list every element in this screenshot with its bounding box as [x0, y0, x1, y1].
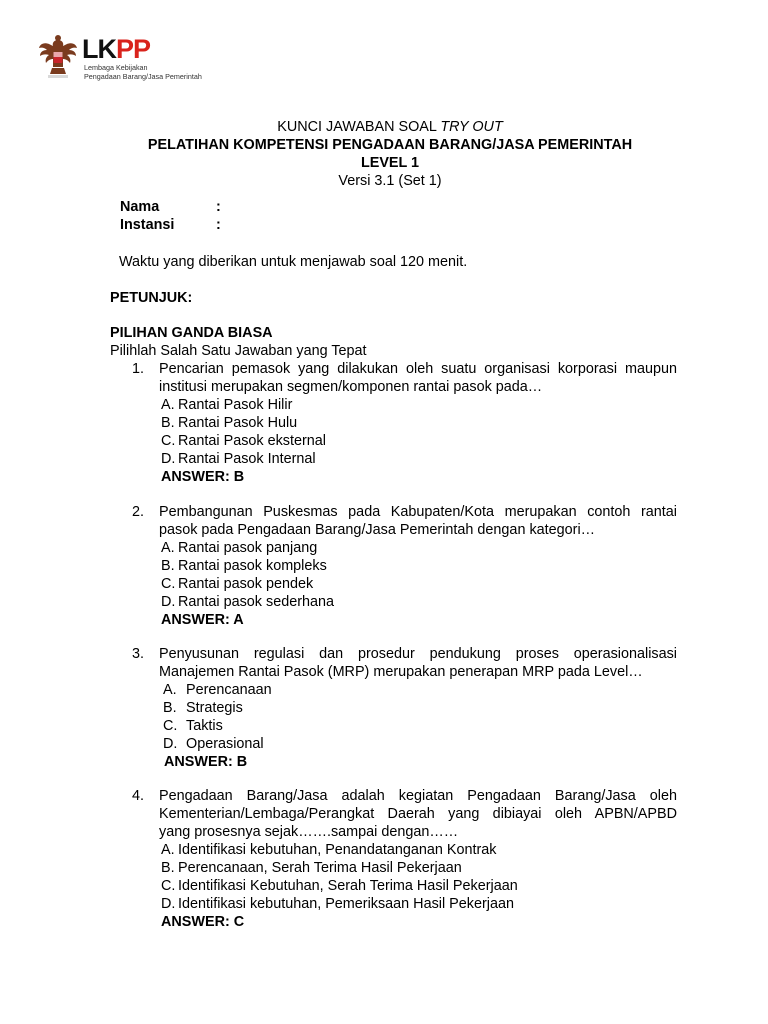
option-a: A. Perencanaan [163, 682, 272, 698]
option-d: D. Rantai pasok sederhana [161, 594, 335, 610]
section-title: PILIHAN GANDA BIASA [110, 325, 273, 341]
answer-key: ANSWER: B [164, 754, 248, 770]
option-c: C. Taktis [163, 718, 223, 734]
option-b: B. Perencanaan, Serah Terima Hasil Pekerjaan [161, 860, 462, 876]
option-a: A. Rantai pasok panjang [161, 540, 318, 556]
question-text-line: pasok pada Pengadaan Barang/Jasa Pemerintah dengan kategori… [159, 522, 596, 538]
question-number: 1. [132, 361, 145, 377]
option-b: B. Strategis [163, 700, 243, 716]
header-line-2: PELATIHAN KOMPETENSI PENGADAAN BARANG/JASA PEMERINTAH [147, 137, 633, 153]
question-4 [132, 787, 677, 931]
question-2 [132, 503, 677, 629]
options-list [161, 681, 677, 753]
name-label: Nama [120, 199, 160, 215]
option-b: B. Rantai Pasok Hulu [161, 415, 298, 431]
header-line-1: KUNCI JAWABAN SOAL TRY OUT [277, 119, 503, 135]
option-c: C. Identifikasi Kebutuhan, Serah Terima Hasil Pekerjaan [161, 878, 518, 894]
logo-wordmark: LKPP [82, 34, 151, 64]
participant-info [120, 198, 221, 234]
options-list [161, 539, 677, 611]
question-text-line: yang prosesnya sejak…….sampai dengan…… [159, 824, 459, 840]
answer-key: ANSWER: B [161, 469, 245, 485]
option-a: A. Identifikasi kebutuhan, Penandatanganan Kontrak [161, 842, 497, 858]
name-colon: : [216, 199, 221, 215]
question-text-line: Manajemen Rantai Pasok (MRP) merupakan penerapan MRP pada Level… [159, 664, 643, 680]
question-text-line: Pembangunan Puskesmas pada Kabupaten/Kota merupakan contoh rantai [159, 504, 677, 520]
header-version: Versi 3.1 (Set 1) [338, 173, 442, 189]
options-list [161, 841, 677, 913]
question-text-line: Kementerian/Lembaga/Perangkat Daerah yang dibiayai oleh APBN/APBD [159, 806, 677, 822]
section-subtitle: Pilihlah Salah Satu Jawaban yang Tepat [110, 343, 367, 359]
option-c: C. Rantai pasok pendek [161, 576, 314, 592]
question-text-line: institusi merupakan segmen/komponen rantai pasok pada… [159, 379, 543, 395]
option-a: A. Rantai Pasok Hilir [161, 397, 293, 413]
agency-colon: : [216, 217, 221, 233]
options-list [161, 396, 677, 468]
agency-row [120, 216, 221, 234]
name-row [120, 198, 221, 216]
question-text-line: Pengadaan Barang/Jasa adalah kegiatan Pengadaan Barang/Jasa oleh [159, 788, 677, 804]
option-d: D. Rantai Pasok Internal [161, 451, 316, 467]
option-c: C. Rantai Pasok eksternal [161, 433, 326, 449]
agency-label: Instansi [120, 217, 175, 233]
question-text-line: Penyusunan regulasi dan prosedur pendukung proses operasionalisasi [159, 646, 677, 662]
document-header [100, 118, 680, 190]
lkpp-logo [38, 34, 208, 82]
question-text-line: Pencarian pemasok yang dilakukan oleh suatu organisasi korporasi maupun [159, 361, 677, 377]
option-d: D. Operasional [163, 736, 264, 752]
question-number: 2. [132, 504, 145, 520]
logo-subtitle: Lembaga Kebijakan Pengadaan Barang/Jasa Pemerintah [84, 63, 202, 81]
option-d: D. Identifikasi kebutuhan, Pemeriksaan Hasil Pekerjaan [161, 896, 514, 912]
time-note: Waktu yang diberikan untuk menjawab soal 120 menit. [119, 254, 468, 270]
answer-key: ANSWER: C [161, 914, 245, 930]
answer-key: ANSWER: A [161, 612, 244, 628]
garuda-emblem-icon [38, 34, 78, 80]
instructions-heading: PETUNJUK: [110, 290, 193, 306]
question-number: 3. [132, 646, 145, 662]
option-b: B. Rantai pasok kompleks [161, 558, 327, 574]
question-1 [132, 360, 677, 486]
header-line-3: LEVEL 1 [360, 155, 420, 171]
question-3 [132, 645, 677, 771]
question-number: 4. [132, 788, 145, 804]
